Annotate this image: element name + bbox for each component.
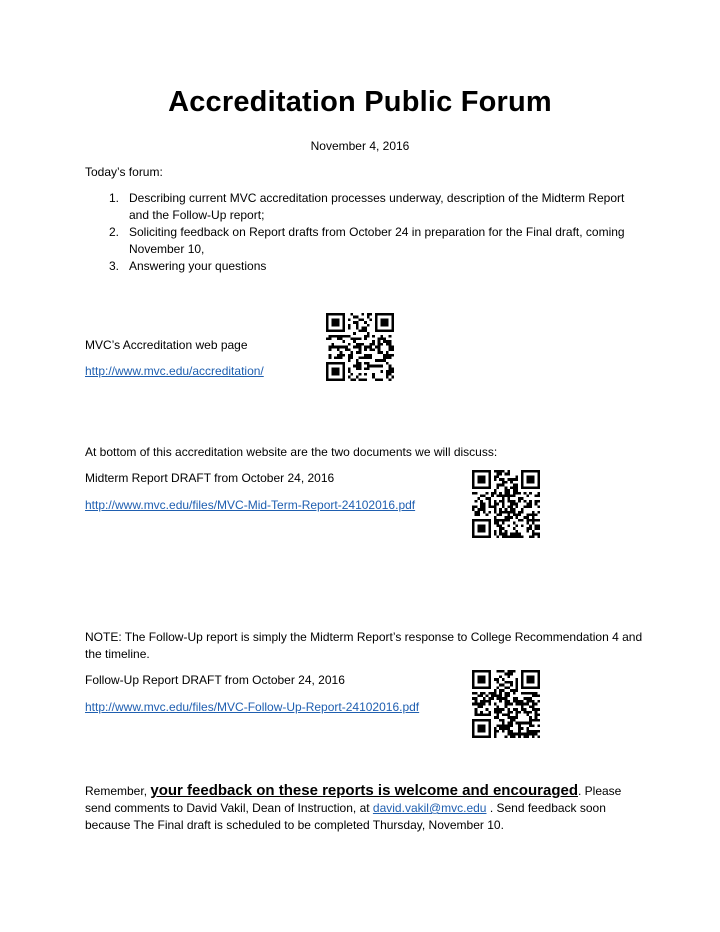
email-link[interactable]: david.vakil@mvc.edu xyxy=(372,801,487,815)
closing-lead: Remember, xyxy=(85,784,151,798)
forum-intro: Today’s forum: xyxy=(85,165,163,179)
agenda-item xyxy=(85,258,645,275)
qr-code-icon xyxy=(472,470,540,538)
agenda-text: Answering your questions xyxy=(129,259,267,273)
accreditation-link[interactable]: http://www.mvc.edu/accreditation/ xyxy=(85,364,264,378)
midterm-link[interactable]: http://www.mvc.edu/files/MVC-Mid-Term-Report-24102016.pdf xyxy=(85,498,416,512)
closing-tail: . Send feedback soon because The Final draft is scheduled to be completed Thursday, November 10. xyxy=(85,801,606,832)
agenda-text: Describing current MVC accreditation processes underway, description of the Midterm Report and the Follow-Up report; xyxy=(129,191,625,222)
agenda-number: 3. xyxy=(109,259,120,273)
qr-code-icon xyxy=(472,670,540,738)
followup-link[interactable]: http://www.mvc.edu/files/MVC-Follow-Up-Report-24102016.pdf xyxy=(85,700,420,714)
qr-code-icon xyxy=(326,313,394,381)
note-text: NOTE: The Follow-Up report is simply the Midterm Report’s response to College Recommendation 4 and the timeline. xyxy=(85,630,643,661)
documents-intro: At bottom of this accreditation website are the two documents we will discuss: xyxy=(85,445,498,459)
closing-body: . Please send comments to David Vakil, Dean of Instruction, at xyxy=(85,784,622,815)
closing-emphasis: your feedback on these reports is welcome and encouraged xyxy=(150,782,578,799)
agenda-item xyxy=(85,224,645,258)
agenda-item xyxy=(85,190,645,224)
forum-date: November 4, 2016 xyxy=(310,139,410,153)
agenda-number: 1. xyxy=(109,191,120,205)
agenda-number: 2. xyxy=(109,225,120,239)
accreditation-label: MVC’s Accreditation web page xyxy=(85,338,248,352)
page-title: Accreditation Public Forum xyxy=(168,86,552,118)
followup-label: Follow-Up Report DRAFT from October 24, 2016 xyxy=(85,673,345,687)
midterm-label: Midterm Report DRAFT from October 24, 2016 xyxy=(85,471,335,485)
closing-paragraph xyxy=(85,782,645,834)
agenda-text: Soliciting feedback on Report drafts from October 24 in preparation for the Final draft, coming November 10, xyxy=(129,225,625,256)
agenda-list xyxy=(85,190,645,275)
